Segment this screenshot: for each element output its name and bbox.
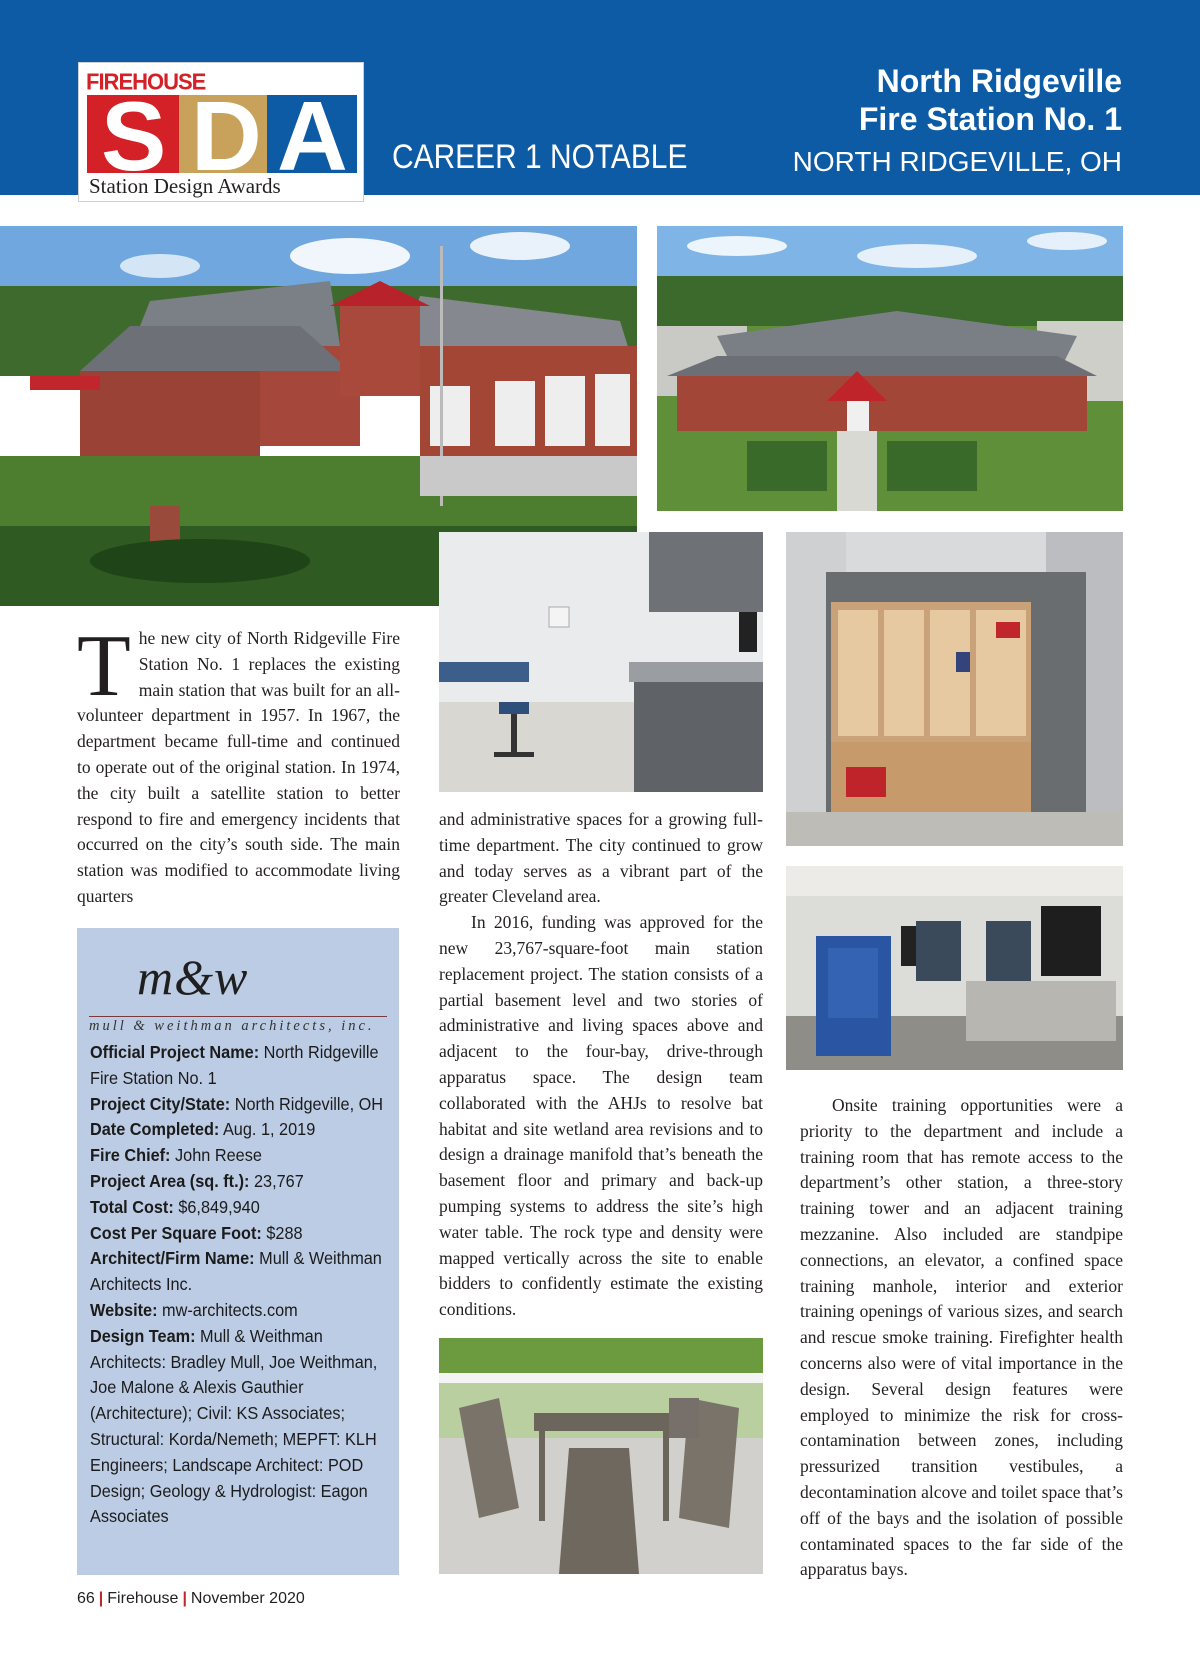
project-info-box xyxy=(77,928,399,1575)
logo-block-d xyxy=(179,81,267,191)
project-fact xyxy=(90,1221,389,1247)
article-column-1 xyxy=(77,618,400,910)
project-fact-label: Design Team: xyxy=(90,1325,196,1346)
footer-separator: | xyxy=(98,1590,104,1607)
page-footer xyxy=(77,1590,305,1608)
project-fact-value: Aug. 1, 2019 xyxy=(222,1119,316,1140)
project-fact-value: John Reese xyxy=(175,1145,262,1166)
article-column-3 xyxy=(800,1093,1123,1583)
mull-weithman-logo xyxy=(89,948,389,1048)
exterior-aerial-photo xyxy=(657,226,1123,511)
project-fact xyxy=(90,1117,389,1143)
project-fact-value: Mull & Weithman Architects: Bradley Mull, Joe Weithman, Joe Malone & Alexis Gauthier (Architecture); Civil: KS Associates; Structural: Korda/Nemeth; MEPFT: KLH Engineers; Landscape Architect: POD Design; Geology & Hydrologist: Eagon Associates xyxy=(90,1325,378,1527)
award-category: CAREER 1 NOTABLE xyxy=(392,138,688,176)
project-fact xyxy=(90,1169,389,1195)
project-fact-value: 23,767 xyxy=(253,1170,304,1191)
station-title-line2: Fire Station No. 1 xyxy=(858,101,1122,137)
project-fact-value: $6,849,940 xyxy=(178,1196,260,1217)
intro-text: he new city of North Ridgeville Fire Station No. 1 replaces the existing main station that was built for an all-volunteer department in 1957. In 1967, the department became full-time and continued to operate out of the original station. In 1974, the city built a satellite station to better respond to fire and emergency incidents that occurred on the city’s south side. The main station was modified to accommodate living quarters xyxy=(77,628,400,906)
issue-date: November 2020 xyxy=(190,1590,305,1607)
drop-cap: T xyxy=(77,618,131,715)
project-fact-label: Project City/State: xyxy=(90,1093,231,1114)
logo-block-s xyxy=(87,81,179,191)
project-fact xyxy=(90,1143,389,1169)
firehouse-wordmark: FIREHOUSE xyxy=(86,68,206,95)
project-fact-label: Website: xyxy=(90,1299,158,1320)
logo-subtitle: Station Design Awards xyxy=(89,174,281,198)
project-fact-label: Total Cost: xyxy=(90,1196,174,1217)
project-fact-label: Cost Per Square Foot: xyxy=(90,1222,262,1243)
project-fact xyxy=(90,1298,389,1324)
logo-letter-d: D xyxy=(191,81,262,191)
project-fact-value: North Ridgeville Fire Station No. 1 xyxy=(90,1042,379,1088)
exam-room-photo xyxy=(439,532,763,792)
patio-photo xyxy=(439,1338,763,1574)
intro-paragraph xyxy=(77,618,400,910)
article-column-2 xyxy=(439,807,763,1323)
station-title-line1: North Ridgeville xyxy=(876,63,1122,99)
magazine-name: Firehouse xyxy=(107,1590,179,1607)
logo-block-a xyxy=(267,81,357,191)
page-number: 66 xyxy=(77,1590,95,1607)
column-3-paragraph-1: Onsite training opportunities were a priority to the department and include a training room that has remote access to the department’s other station, a three-story training tower and an adjacent training mezzanine. Also included are standpipe connections, an elevator, a confined space training manhole, interior and exterior training openings of various sizes, and search and rescue smoke training. Firefighter health concerns also were of vital importance in the design. Several design features were employed to minimize the risk for cross-contamination between zones, including pressurized transition vestibules, a decontamination alcove and toilet space that’s off of the bays and the isolation of possible contaminated spaces to the far side of the apparatus bays. xyxy=(800,1095,1123,1580)
project-fact xyxy=(90,1092,389,1118)
project-fact xyxy=(90,1246,389,1298)
project-fact-label: Official Project Name: xyxy=(90,1042,260,1062)
column-2-paragraph-1: and administrative spaces for a growing full-time department. The city continued to grow and today serves as a vibrant part of the greater Cleveland area. xyxy=(439,809,763,907)
training-prop-photo xyxy=(786,866,1123,1070)
project-fact-label: Architect/Firm Name: xyxy=(90,1248,255,1269)
trophy-case-photo xyxy=(786,532,1123,846)
station-location: NORTH RIDGEVILLE, OH xyxy=(792,146,1122,177)
project-fact xyxy=(90,1195,389,1221)
column-2-paragraph-2: In 2016, funding was approved for the new 23,767-square-foot main station replacement project. The station consists of a partial basement level and two stories of administrative and living spaces above and adjacent to the four-bay, drive-through apparatus space. The design team collaborated with the AHJs to resolve bat habitat and site wetland area revisions and to design a drainage manifold that’s beneath the basement floor and primary and back-up pumping systems to address the site’s high water table. The rock type and density were mapped vertically across the site to enable bidders to confidently estimate the existing conditions. xyxy=(439,912,763,1320)
station-title xyxy=(859,62,1122,138)
project-fact-value: Mull & Weithman Architects Inc. xyxy=(90,1248,382,1295)
project-fact-label: Fire Chief: xyxy=(90,1145,171,1166)
mw-logo-name: mull & weithman architects, inc. xyxy=(89,1018,375,1034)
project-fact-value: mw-architects.com xyxy=(162,1299,298,1320)
mw-logo-mark: m&w xyxy=(137,949,249,1005)
logo-letter-s: S xyxy=(101,81,167,191)
project-fact-label: Project Area (sq. ft.): xyxy=(90,1170,250,1191)
project-fact xyxy=(90,1324,389,1530)
project-fact xyxy=(90,1040,389,1092)
project-fact-value: North Ridgeville, OH xyxy=(234,1093,384,1114)
logo-letter-a: A xyxy=(277,81,348,191)
project-fact-value: $288 xyxy=(266,1222,303,1243)
project-fact-label: Date Completed: xyxy=(90,1119,220,1140)
project-facts xyxy=(90,1040,389,1530)
sda-logo xyxy=(78,62,364,202)
mw-logo-rule xyxy=(89,1016,387,1017)
footer-separator: | xyxy=(182,1590,187,1607)
